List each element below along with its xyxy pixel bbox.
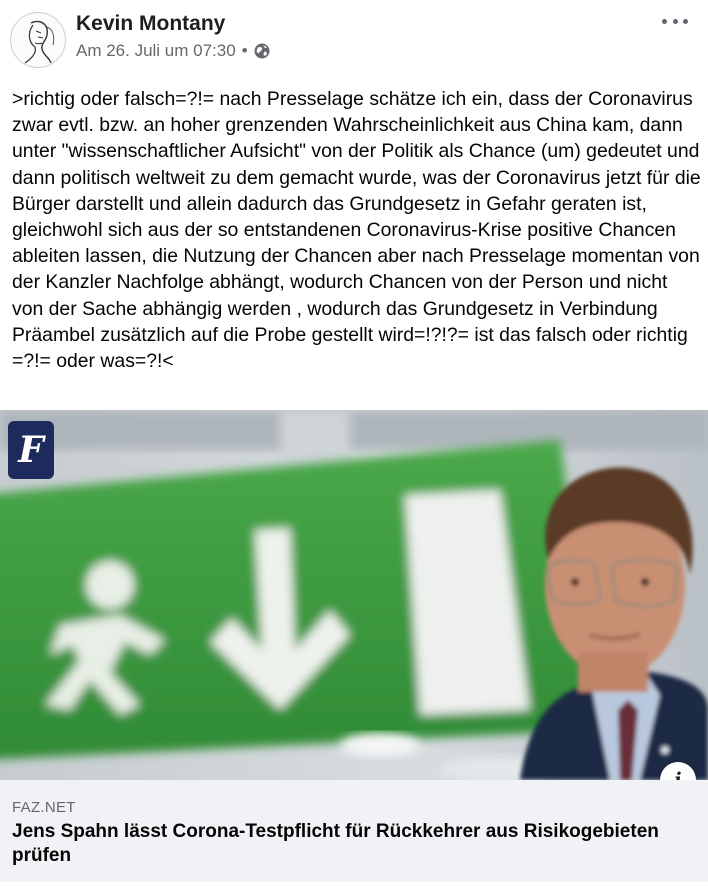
link-info[interactable] bbox=[0, 780, 708, 882]
link-preview[interactable] bbox=[0, 410, 708, 882]
avatar-sketch-icon bbox=[11, 13, 66, 68]
more-dot bbox=[683, 19, 688, 24]
post-text: >richtig oder falsch=?!= nach Presselage schätze ich ein, dass der Coronavirus zwar evtl. bzw. an hoher grenzenden Wahrscheinlichkeit aus China kam, dann unter "wissenschaftlicher Aufsicht" von der Politik als Chance (um) gedeutet und dann politisch weltweit zu dem gemacht wurde, was der Coronavirus jetzt für die Bürger darstellt und allein dadurch das Grundgesetz in Gefahr geraten ist, gleichwohl sich aus der so entstandenen Coronavirus-Krise positive Chancen ableiten lassen, die Nutzung der Chancen aber nach Presselage momentan von der Kanzler Nachfolge abhängt, wodurch Chancen von der Person und nicht von der Sache abhängig werden , wodurch das Grundgesetz in Verbindung Präambel zusätzlich auf die Probe gestellt wird=!?!?= ist das falsch oder richtig =?!= oder was=?!< bbox=[12, 88, 701, 373]
more-dot bbox=[673, 19, 678, 24]
globe-icon[interactable] bbox=[254, 43, 270, 59]
post-header bbox=[0, 0, 708, 78]
link-preview-image[interactable] bbox=[0, 410, 708, 780]
post-timestamp[interactable]: Am 26. Juli um 07:30 bbox=[76, 41, 236, 60]
avatar[interactable] bbox=[10, 12, 66, 68]
link-domain: FAZ.NET bbox=[12, 799, 76, 816]
meta-separator: • bbox=[241, 41, 248, 60]
link-title[interactable]: Jens Spahn lässt Corona-Testpflicht für Rückkehrer aus Risikogebieten prüfen bbox=[12, 821, 659, 866]
author-name[interactable]: Kevin Montany bbox=[76, 12, 226, 35]
article-photo bbox=[0, 410, 708, 780]
post-meta bbox=[76, 41, 270, 61]
bottom-divider bbox=[0, 882, 708, 886]
more-options-button[interactable] bbox=[662, 10, 688, 32]
more-dots-icon bbox=[662, 19, 667, 24]
faz-logo: F bbox=[8, 421, 54, 479]
